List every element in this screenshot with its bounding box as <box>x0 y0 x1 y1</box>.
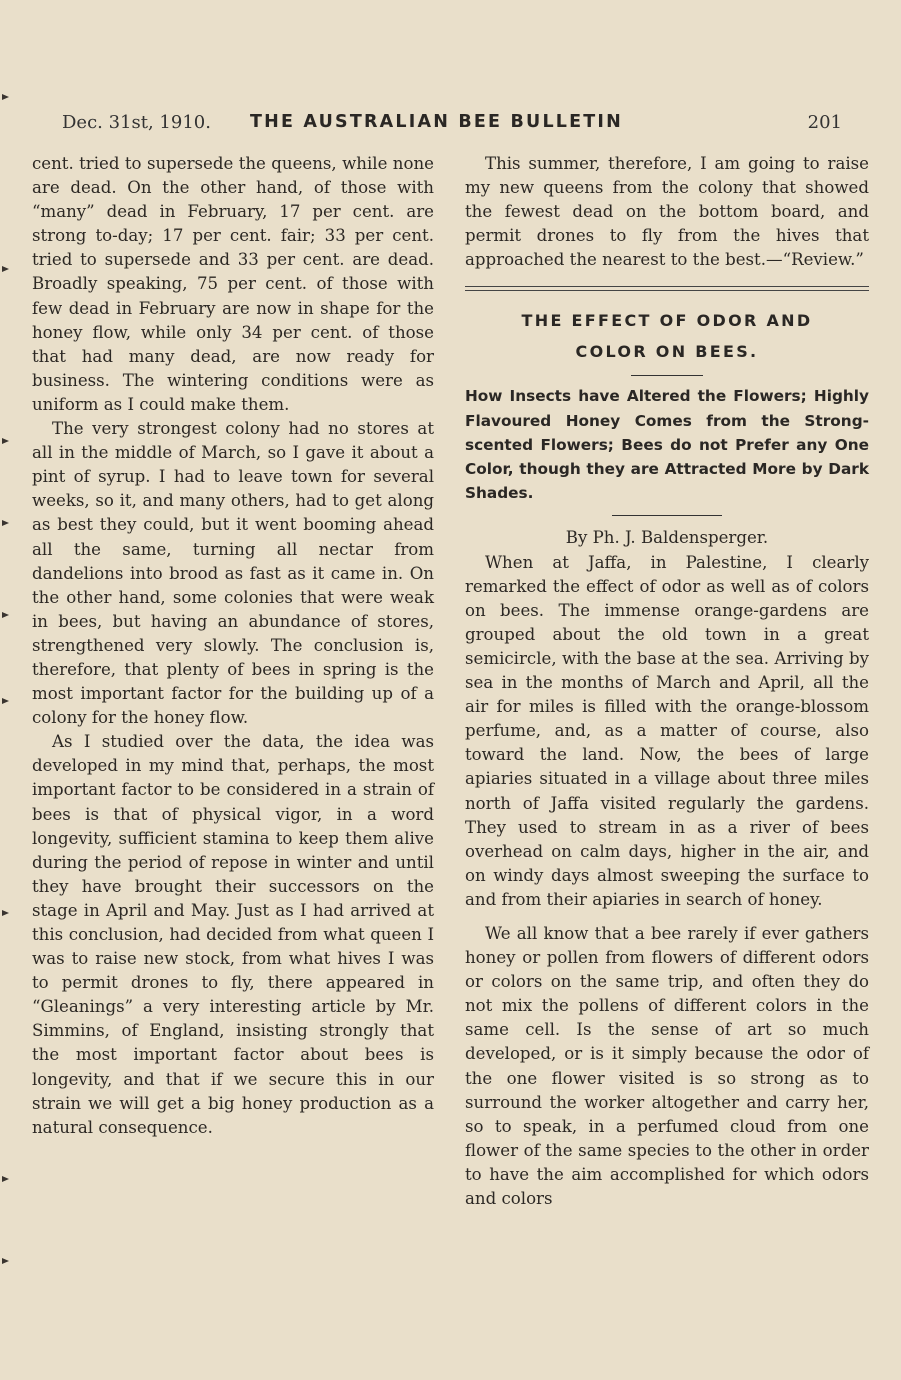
binding-marks <box>0 0 14 1380</box>
section-divider <box>465 286 869 291</box>
subtitle-rule <box>612 515 722 516</box>
binding-mark <box>2 1258 9 1264</box>
binding-mark <box>2 698 9 704</box>
binding-mark <box>2 94 9 100</box>
paragraph: As I studied over the data, the idea was developed in my mind that, perhaps, the most important factor to be considered in a strain of bees is that of physical vigor, in a word longevity, sufficient stamina to keep them alive during the period of repose in winter and until they have brought their successors on the stage in April and May. Just as I had arrived at this conclusion, had decided from what queen I was to raise new stock, from what hives I was to permit drones to fly, there appeared in “Gleanings” a very interesting article by Mr. Simmins, of England, insisting strongly that the most important factor about bees is longevity, and that if we secure this in our strain we will get a big honey production as a natural consequence. <box>32 732 434 1137</box>
header-date: Dec. 31st, 1910. <box>62 112 211 133</box>
left-column <box>32 152 434 1140</box>
binding-mark <box>2 438 9 444</box>
binding-mark <box>2 266 9 272</box>
publication-title: THE AUSTRALIAN BEE BULLETIN <box>250 112 623 132</box>
article-title-line: THE EFFECT OF ODOR AND <box>521 311 813 331</box>
binding-mark <box>2 910 9 916</box>
binding-mark <box>2 1176 9 1182</box>
article-title-line: COLOR ON BEES. <box>575 342 759 362</box>
right-column <box>465 152 869 1211</box>
paragraph: The very strongest colony had no stores at all in the middle of March, so I gave it about a pint of syrup. I had to leave town for several weeks, so it, and many others, had to get along as best they could, but it went booming ahead all the same, turning all nectar from dandelions into brood as fast as it came in. On the other hand, some colonies that were weak in bees, but having an abundance of stores, strengthened very slowly. The conclusion is, therefore, that plenty of bees in spring is the most important factor for the building up of a colony for the honey flow. <box>32 419 434 728</box>
binding-mark <box>2 612 9 618</box>
page-number: 201 <box>807 112 842 133</box>
byline: By Ph. J. Baldensperger. <box>565 528 769 548</box>
paragraph: When at Jaffa, in Palestine, I clearly remarked the effect of odor as well as of colors on bees. The immense orange-gardens are grouped about the old town in a great semicircle, with the base at the sea. Arriving by sea in the months of March and April, all the air for miles is filled with the orange-blossom perfume, and, as a matter of course, also toward the land. Now, the bees of large apiaries situated in a village about three miles north of Jaffa visited regularly the gardens. They used to stream in as a river of bees overhead on calm days, higher in the air, and on windy days almost sweeping the surface to and from their apiaries in search of honey. <box>465 552 869 909</box>
title-rule <box>631 375 703 376</box>
paragraph: This summer, therefore, I am going to raise my new queens from the colony that showed the fewest dead on the bottom board, and permit drones to fly from the hives that approached the nearest to the best.—“Review.” <box>465 154 869 270</box>
article-title <box>465 305 869 367</box>
running-header <box>62 112 842 140</box>
paragraph: We all know that a bee rarely if ever gathers honey or pollen from flowers of different odors or colors on the same trip, and often they do not mix the pollens of different colors in the same cell. Is the sense of art so much developed, or is it simply because the odor of the one flower visited is so strong as to surround the worker altogether and carry her, so to speak, in a perfumed cloud from one flower of the same species to the other in order to have the aim accomplished for which odors and colors <box>465 923 869 1209</box>
paragraph: cent. tried to supersede the queens, while none are dead. On the other hand, of those with “many” dead in February, 17 per cent. are strong to-day; 17 per cent. fair; 33 per cent. tried to supersede and 33 per cent. are dead. Broadly speaking, 75 per cent. of those with few dead in February are now in shape for the honey flow, while only 34 per cent. of those that had many dead, are now ready for business. The wintering conditions were as uniform as I could make them. <box>32 154 434 414</box>
article-subtitle: How Insects have Altered the Flowers; Highly Flavoured Honey Comes from the Strong-scented Flowers; Bees do not Prefer any One Color, though they are Attracted More by Dark Shades. <box>465 387 869 503</box>
binding-mark <box>2 520 9 526</box>
